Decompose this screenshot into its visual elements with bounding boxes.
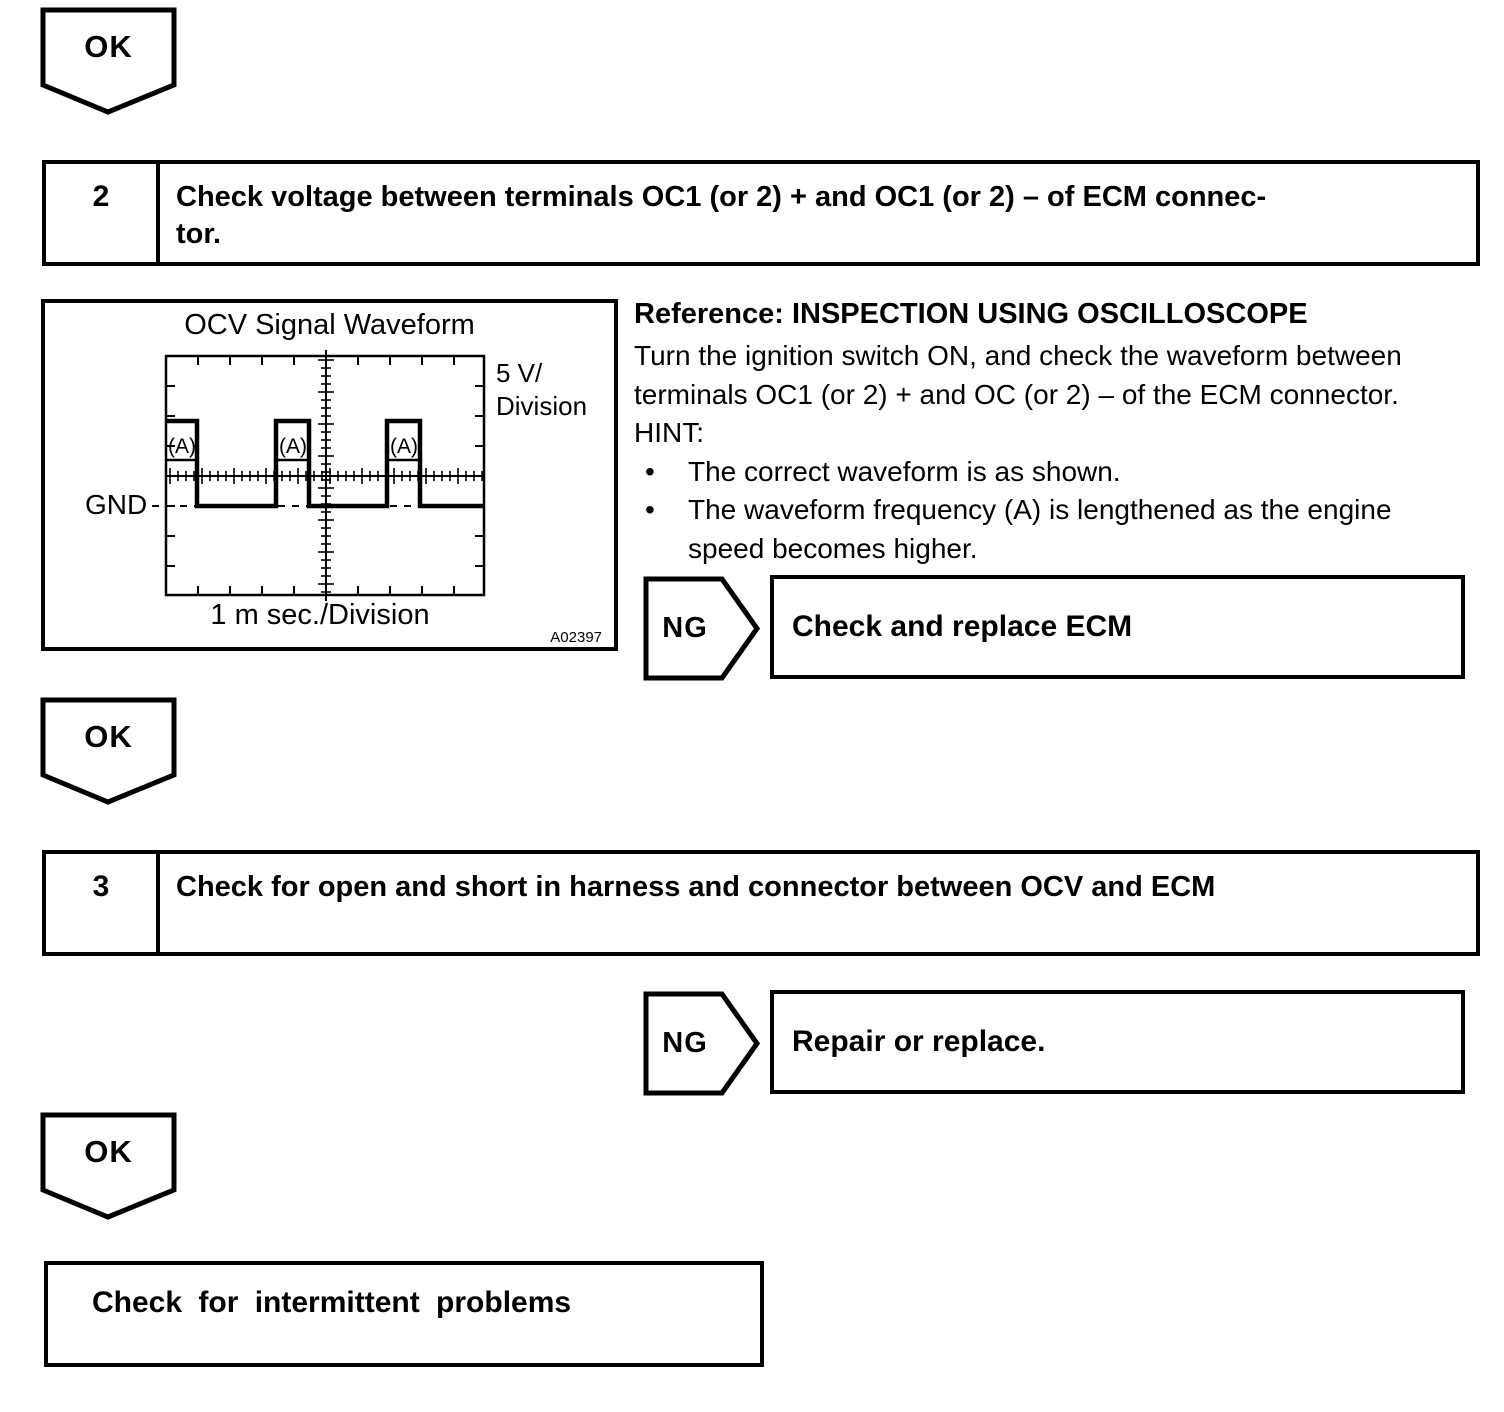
pulse-label-1: (A) — [168, 435, 196, 458]
ok-arrow-2 — [40, 697, 177, 805]
hint-bullet-2-text: The waveform frequency (A) is lengthened as the engine speed becomes higher. — [688, 494, 1392, 564]
ng-action-1: Check and replace ECM — [770, 575, 1465, 679]
time-scale-label: 1 m sec./Division — [210, 599, 430, 631]
step-2-title — [160, 164, 1284, 262]
step-3-box — [42, 850, 1480, 956]
reference-body-line1: Turn the ignition switch ON, and check the waveform between — [634, 340, 1402, 371]
voltage-scale-line1: 5 V/ — [496, 358, 543, 388]
ok-label: OK — [84, 29, 133, 64]
reference-body — [634, 337, 1494, 453]
step-2-title-line2: tor. — [176, 218, 222, 250]
bullet-dot: • — [645, 494, 655, 525]
step-2-number: 2 — [46, 164, 160, 262]
ng-label: NG — [662, 612, 708, 644]
pulse-label-3: (A) — [390, 435, 418, 458]
hint-bullet-1-text: The correct waveform is as shown. — [688, 455, 1121, 487]
hint-bullet-2 — [634, 491, 1494, 568]
voltage-scale-line2: Division — [496, 391, 588, 421]
figure-id: A02397 — [550, 629, 602, 646]
ng-arrow-1 — [643, 576, 761, 681]
waveform-figure — [41, 299, 618, 651]
reference-block — [634, 297, 1494, 568]
reference-heading: Reference: INSPECTION USING OSCILLOSCOPE — [634, 298, 1308, 330]
hint-bullet-1 — [634, 453, 1494, 492]
gnd-label: GND — [85, 489, 148, 520]
ok-arrow-3 — [40, 1112, 177, 1220]
reference-body-line2: terminals OC1 (or 2) + and OC (or 2) – of the ECM connector. — [634, 378, 1399, 410]
voltage-scale-label — [496, 357, 587, 423]
hint-bullets — [634, 453, 1494, 569]
ng-arrow-2 — [643, 991, 761, 1096]
step-3-number: 3 — [46, 854, 160, 952]
final-action-box: Check for intermittent problems — [44, 1261, 764, 1367]
bullet-dot: • — [645, 455, 655, 487]
ok-arrow-1 — [40, 7, 177, 115]
ng-action-2: Repair or replace. — [770, 990, 1465, 1094]
step-2-title-line1: Check voltage between terminals OC1 (or 2) + and OC1 (or 2) – of ECM connec- — [176, 181, 1267, 213]
step-3-title: Check for open and short in harness and connector between OCV and ECM — [176, 871, 1216, 903]
step-2-box — [42, 160, 1480, 266]
waveform-title: OCV Signal Waveform — [184, 309, 475, 341]
ok-label: OK — [84, 1134, 133, 1169]
ok-label: OK — [84, 719, 133, 754]
oscilloscope-grid — [150, 348, 500, 603]
ng-label: NG — [662, 1027, 708, 1059]
pulse-label-2: (A) — [279, 435, 307, 458]
hint-label: HINT: — [634, 417, 704, 448]
